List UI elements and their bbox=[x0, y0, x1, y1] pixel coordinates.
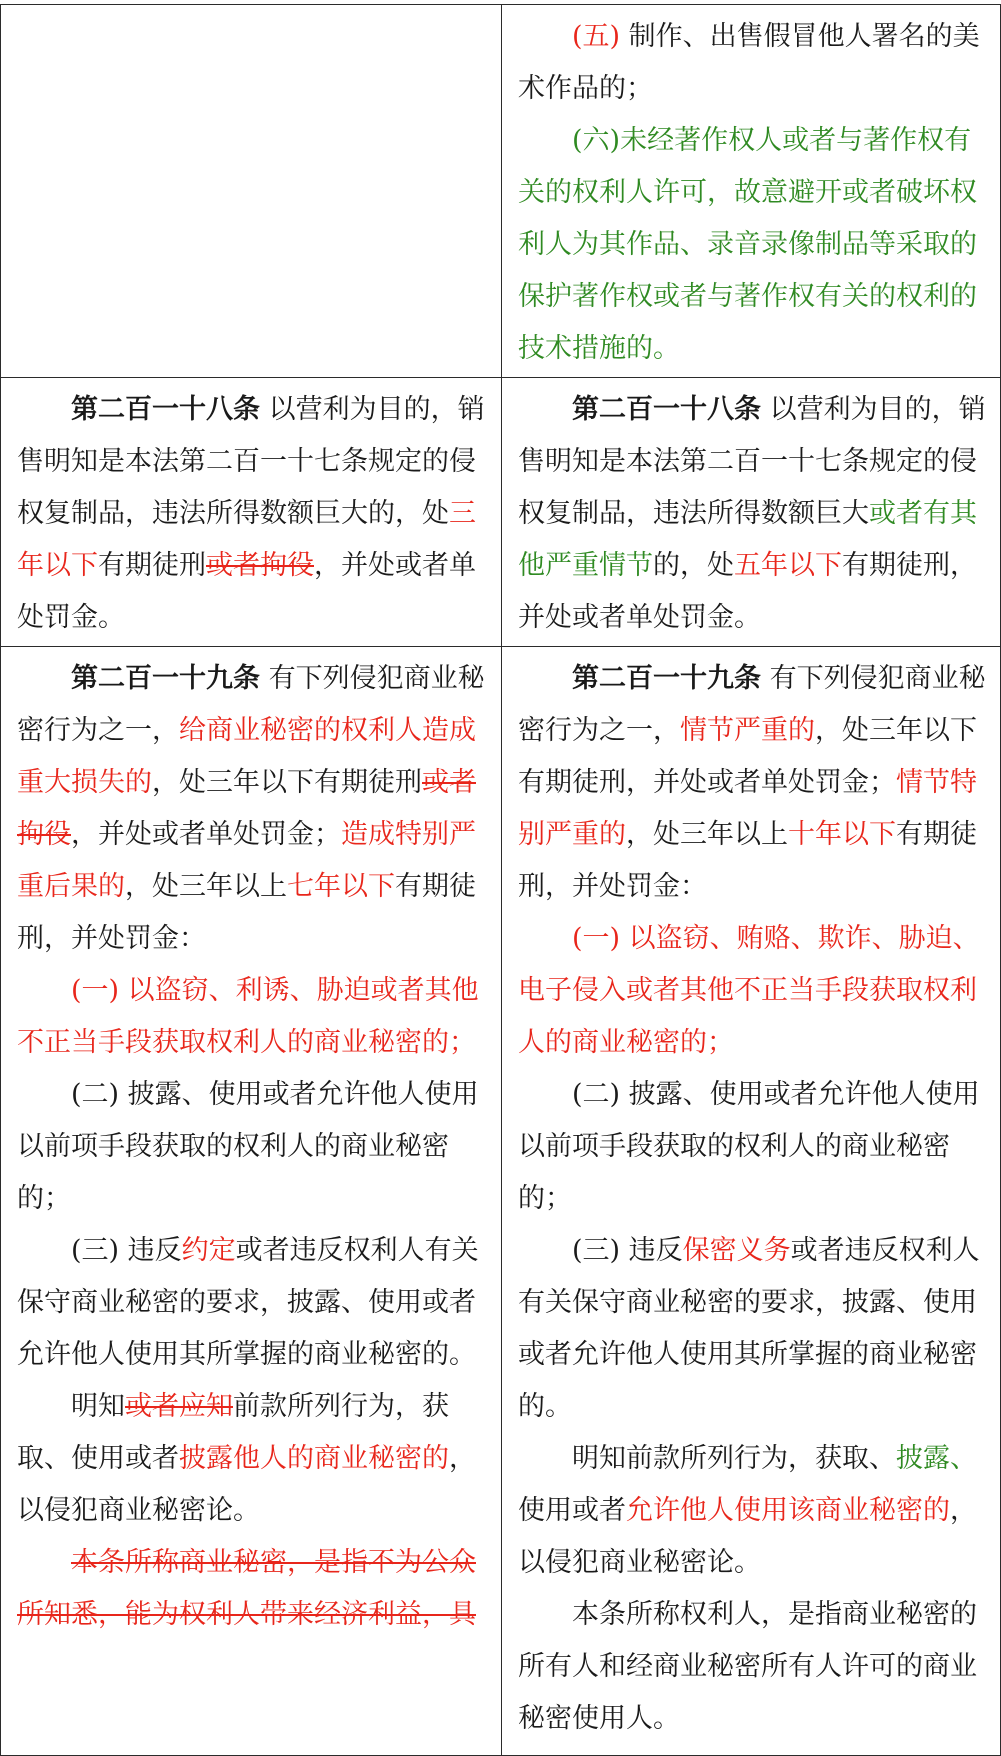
article-number: 第二百一十九条 bbox=[71, 663, 260, 694]
text-run: 或者违反权利人有关保守商业秘密的要求，披露、使用或者允许他人使用其所掌握的商业秘密的。 bbox=[17, 1235, 479, 1370]
paragraph bbox=[17, 1069, 487, 1225]
text-run: (三) 违反 bbox=[71, 1235, 182, 1266]
changed-text: 三年以下 bbox=[17, 498, 476, 581]
changed-text: 造成特别严重后果的 bbox=[17, 819, 476, 902]
text-run: 本条所称权利人，是指商业秘密的所有人和经商业秘密所有人许可的商业秘密使用人。 bbox=[518, 1599, 977, 1734]
changed-text: 披露他人的商业秘密的 bbox=[179, 1443, 449, 1474]
table-row bbox=[1, 5, 1001, 378]
changed-text: 情节特别严重的 bbox=[518, 767, 977, 850]
added-text: 披露、 bbox=[896, 1443, 977, 1474]
changed-text: (一) 以盗窃、利诱、胁迫或者其他不正当手段获取权利人的商业秘密的； bbox=[17, 975, 479, 1058]
text-run: (三) 违反 bbox=[572, 1235, 683, 1266]
new-text-cell bbox=[502, 378, 1001, 647]
paragraph bbox=[17, 384, 487, 644]
text-run: ，处三年以下有期徒刑，并处或者单处罚金； bbox=[518, 715, 977, 798]
paragraph bbox=[17, 1381, 487, 1537]
added-text: 或者有其他严重情节 bbox=[518, 498, 977, 581]
text-run: ，并处或者单处罚金； bbox=[71, 819, 341, 850]
paragraph bbox=[518, 384, 986, 644]
text-run: (二) 披露、使用或者允许他人使用以前项手段获取的权利人的商业秘密的； bbox=[518, 1079, 980, 1214]
text-run: ，处三年以上 bbox=[125, 871, 287, 902]
text-run: (二) 披露、使用或者允许他人使用以前项手段获取的权利人的商业秘密的； bbox=[17, 1079, 479, 1214]
deleted-text: 或者应知 bbox=[125, 1391, 233, 1422]
changed-text: 给商业秘密的权利人造成重大损失的 bbox=[17, 715, 476, 798]
paragraph bbox=[17, 653, 487, 965]
article-number: 第二百一十八条 bbox=[71, 394, 260, 425]
paragraph bbox=[518, 1069, 986, 1225]
new-text-cell bbox=[502, 647, 1001, 1756]
paragraph bbox=[17, 1225, 487, 1381]
text-run: 前款所列行为，获取、使用或者 bbox=[17, 1391, 449, 1474]
text-run: 制作、出售假冒他人署名的美术作品的； bbox=[518, 21, 980, 104]
changed-text: (一) 以盗窃、贿赂、欺诈、胁迫、电子侵入或者其他不正当手段获取权利人的商业秘密的； bbox=[518, 923, 980, 1058]
changed-text: 五年以下 bbox=[734, 550, 842, 581]
text-run: ，并处或者单处罚金。 bbox=[17, 550, 476, 633]
text-run: 有期徒刑，并处或者单处罚金。 bbox=[518, 550, 977, 633]
text-run: 有下列侵犯商业秘密行为之一， bbox=[17, 663, 485, 746]
paragraph bbox=[518, 1589, 986, 1745]
comparison-table bbox=[0, 4, 1001, 1756]
text-run: 有期徒刑 bbox=[98, 550, 206, 581]
table-row bbox=[1, 378, 1001, 647]
changed-text: 允许他人使用该商业秘密的 bbox=[626, 1495, 950, 1526]
text-run: 明知 bbox=[71, 1391, 125, 1422]
paragraph bbox=[518, 1433, 986, 1589]
text-run: 明知前款所列行为，获取、 bbox=[572, 1443, 896, 1474]
paragraph bbox=[518, 115, 986, 375]
article-number: 第二百一十八条 bbox=[572, 394, 761, 425]
old-text-cell bbox=[1, 378, 502, 647]
table-row bbox=[1, 647, 1001, 1756]
paragraph bbox=[17, 1537, 487, 1641]
text-run: 使用或者 bbox=[518, 1495, 626, 1526]
deleted-text: 或者拘役 bbox=[206, 550, 314, 581]
paragraph bbox=[17, 965, 487, 1069]
text-run: ，以侵犯商业秘密论。 bbox=[17, 1443, 476, 1526]
text-run: 以营利为目的，销售明知是本法第二百一十七条规定的侵权复制品，违法所得数额巨大的，处 bbox=[17, 394, 485, 529]
changed-text: 保密义务 bbox=[682, 1235, 791, 1266]
new-text-cell bbox=[502, 5, 1001, 378]
text-run: 有期徒刑，并处罚金： bbox=[17, 871, 476, 954]
paragraph bbox=[518, 653, 986, 913]
changed-text: 七年以下 bbox=[287, 871, 395, 902]
old-text-cell bbox=[1, 5, 502, 378]
added-text: (六)未经著作权人或者与著作权有关的权利人许可，故意避开或者破坏权利人为其作品、录音录像制品等采取的保护著作权或者与著作权有关的权利的技术措施的。 bbox=[518, 125, 977, 364]
changed-text: 十年以下 bbox=[788, 819, 896, 850]
text-run: 的，处 bbox=[653, 550, 734, 581]
paragraph bbox=[518, 913, 986, 1069]
text-run: ，处三年以上 bbox=[626, 819, 788, 850]
deleted-text: 或者拘役 bbox=[17, 767, 476, 850]
changed-text: (五) bbox=[572, 21, 621, 52]
text-run: 有下列侵犯商业秘密行为之一， bbox=[518, 663, 986, 746]
paragraph bbox=[518, 1225, 986, 1433]
text-run: ，以侵犯商业秘密论。 bbox=[518, 1495, 977, 1578]
changed-text: 情节严重的 bbox=[680, 715, 815, 746]
paragraph bbox=[518, 11, 986, 115]
changed-text: 约定 bbox=[181, 1235, 236, 1266]
text-run: 或者违反权利人有关保守商业秘密的要求，披露、使用或者允许他人使用其所掌握的商业秘密的。 bbox=[518, 1235, 980, 1422]
text-run: 有期徒刑，并处罚金： bbox=[518, 819, 977, 902]
deleted-text: 本条所称商业秘密，是指不为公众所知悉，能为权利人带来经济利益，具 bbox=[17, 1547, 476, 1630]
old-text-cell bbox=[1, 647, 502, 1756]
text-run: 以营利为目的，销售明知是本法第二百一十七条规定的侵权复制品，违法所得数额巨大 bbox=[518, 394, 986, 529]
text-run: ，处三年以下有期徒刑 bbox=[152, 767, 422, 798]
article-number: 第二百一十九条 bbox=[572, 663, 761, 694]
